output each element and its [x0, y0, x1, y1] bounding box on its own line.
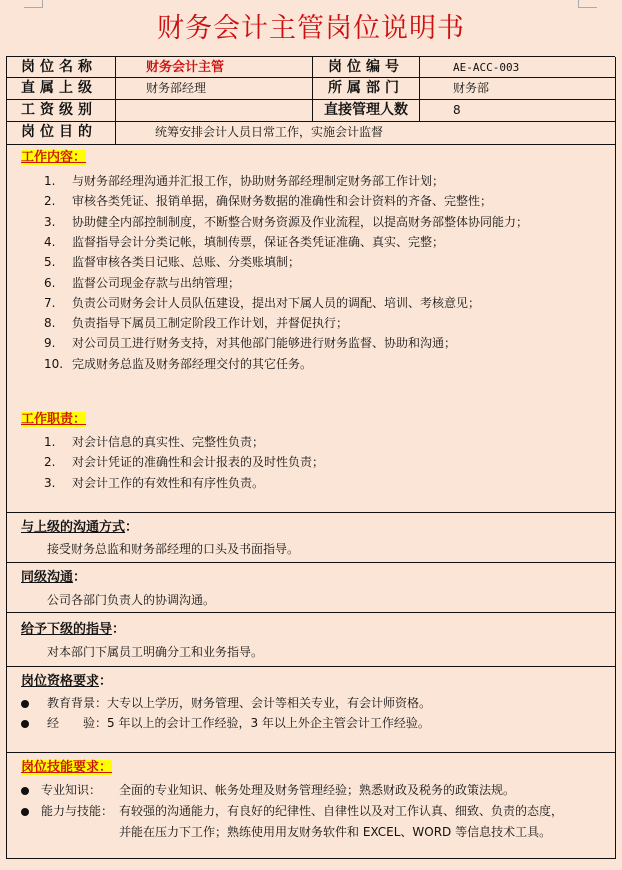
downward-heading: 给予下级的指导 — [21, 622, 113, 637]
item-text: 大专以上学历，财务管理、会计等相关专业，有会计师资格。 — [107, 696, 432, 710]
item-number: 1. — [44, 174, 56, 188]
reports-label: 直接管理人数 — [313, 100, 420, 122]
item-text: 审核各类凭证、报销单据，确保财务数据的准确性和会计资料的齐备、完整性； — [72, 194, 493, 209]
reports-value: 8 — [420, 100, 616, 122]
upward-text: 接受财务总监和财务部经理的口头及书面指导。 — [47, 542, 300, 556]
item-text: 负责指导下属员工制定阶段工作计划，并督促执行； — [72, 316, 349, 331]
item-text: 监督指导会计分类记帐，填制传票，保证各类凭证准确、真实、完整； — [72, 234, 445, 249]
qualification-item — [21, 694, 431, 711]
purpose-label: 岗位目的 — [7, 122, 116, 145]
item-number: 2. — [44, 455, 56, 470]
item-number: 10. — [44, 356, 64, 371]
work-section — [6, 144, 616, 513]
item-number: 1. — [44, 435, 56, 449]
item-number: 9. — [44, 336, 56, 351]
superior-value: 财务部经理 — [116, 78, 313, 100]
item-text: 与财务部经理沟通并汇报工作，协助财务部经理制定财务部工作计划； — [72, 174, 445, 188]
peer-section — [6, 563, 616, 613]
bullet-icon — [21, 787, 29, 795]
peer-heading: 同级沟通 — [21, 570, 74, 585]
item-number: 5. — [44, 255, 56, 270]
item-text: 完成财务总监及财务部经理交付的其它任务。 — [72, 356, 313, 371]
item-number: 6. — [44, 275, 56, 290]
item-key: 能力与技能： — [41, 804, 114, 818]
list-item — [44, 433, 264, 450]
item-text: 对会计凭证的准确性和会计报表的及时性负责； — [72, 455, 325, 470]
colon: ： — [112, 622, 126, 637]
item-text: 对公司员工进行财务支持，对其他部门能够进行财务监督、协助和沟通； — [72, 336, 457, 351]
duties-heading: 工作职责： — [21, 412, 87, 427]
work-content-heading: 工作内容： — [21, 150, 87, 165]
skills-section — [6, 753, 616, 859]
item-text: 监督审核各类日记账、总账、分类账填制； — [72, 255, 301, 270]
item-text: 协助健全内部控制制度，不断整合财务资源及作业流程，以提高财务部整体协同能力； — [72, 214, 529, 229]
item-number: 8. — [44, 316, 56, 331]
item-text: 全面的专业知识、帐务处理及财务管理经验；熟悉财政及税务的政策法规。 — [119, 783, 516, 797]
list-item — [44, 474, 264, 491]
item-key: 专业知识： — [41, 783, 102, 797]
colon: ： — [99, 674, 113, 689]
dept-label: 所属部门 — [313, 78, 420, 100]
bullet-icon — [21, 720, 29, 728]
item-number: 3. — [44, 475, 56, 490]
downward-section — [6, 613, 616, 667]
bullet-icon — [21, 808, 29, 816]
item-text: 负责公司财务会计人员队伍建设，提出对下属人员的调配、培训、考核意见； — [72, 295, 481, 310]
list-item — [44, 334, 456, 351]
skill-item — [21, 781, 515, 798]
skills-heading: 岗位技能要求： — [21, 760, 113, 775]
item-number: 3. — [44, 214, 56, 229]
name-label: 岗位名称 — [7, 57, 116, 78]
item-text: 对会计信息的真实性、完整性负责； — [72, 435, 265, 449]
item-key: 经 验： — [47, 716, 108, 730]
downward-text: 对本部门下属员工明确分工和业务指导。 — [47, 645, 264, 659]
list-item — [44, 253, 300, 270]
document-title: 财务会计主管岗位说明书 — [157, 13, 465, 44]
list-item — [44, 274, 240, 291]
list-item — [44, 192, 492, 209]
skill-item-continued: 并能在压力下工作；熟练使用用友财务软件和 EXCEL、WORD 等信息技术工具。 — [119, 825, 552, 839]
item-text: 有较强的沟通能力，有良好的纪律性、自律性以及对工作认真、细致、负责的态度， — [119, 804, 564, 818]
dept-value: 财务部 — [420, 78, 616, 100]
list-item — [44, 453, 324, 470]
qualifications-heading: 岗位资格要求 — [21, 674, 100, 689]
item-key: 教育背景： — [47, 696, 108, 710]
name-value: 财务会计主管 — [116, 57, 313, 78]
salary-label: 工资级别 — [7, 100, 116, 122]
bullet-icon — [21, 700, 29, 708]
item-text: 5 年以上的会计工作经验，3 年以上外企主管会计工作经验。 — [107, 716, 430, 730]
code-value: AE-ACC-003 — [420, 57, 616, 78]
list-item — [44, 172, 444, 189]
code-label: 岗位编号 — [313, 57, 420, 78]
upward-section — [6, 513, 616, 563]
superior-label: 直属上级 — [7, 78, 116, 100]
colon: ： — [73, 570, 87, 585]
item-text: 监督公司现金存款与出纳管理； — [72, 275, 241, 290]
qualifications-section — [6, 667, 616, 753]
skill-item — [21, 802, 563, 819]
list-item — [44, 314, 348, 331]
list-item — [44, 233, 444, 250]
item-text: 对会计工作的有效性和有序性负责。 — [72, 475, 265, 490]
upward-heading: 与上级的沟通方式 — [21, 520, 126, 535]
salary-value — [116, 100, 313, 122]
list-item — [44, 213, 528, 230]
list-item — [44, 355, 312, 372]
item-number: 2. — [44, 194, 56, 209]
colon: ： — [125, 520, 139, 535]
item-number: 7. — [44, 295, 56, 310]
qualification-item — [21, 714, 430, 731]
info-table — [6, 56, 615, 144]
list-item — [44, 294, 480, 311]
item-number: 4. — [44, 234, 56, 249]
purpose-value: 统筹安排会计人员日常工作，实施会计监督 — [116, 122, 616, 145]
peer-text: 公司各部门负责人的协调沟通。 — [47, 593, 216, 607]
